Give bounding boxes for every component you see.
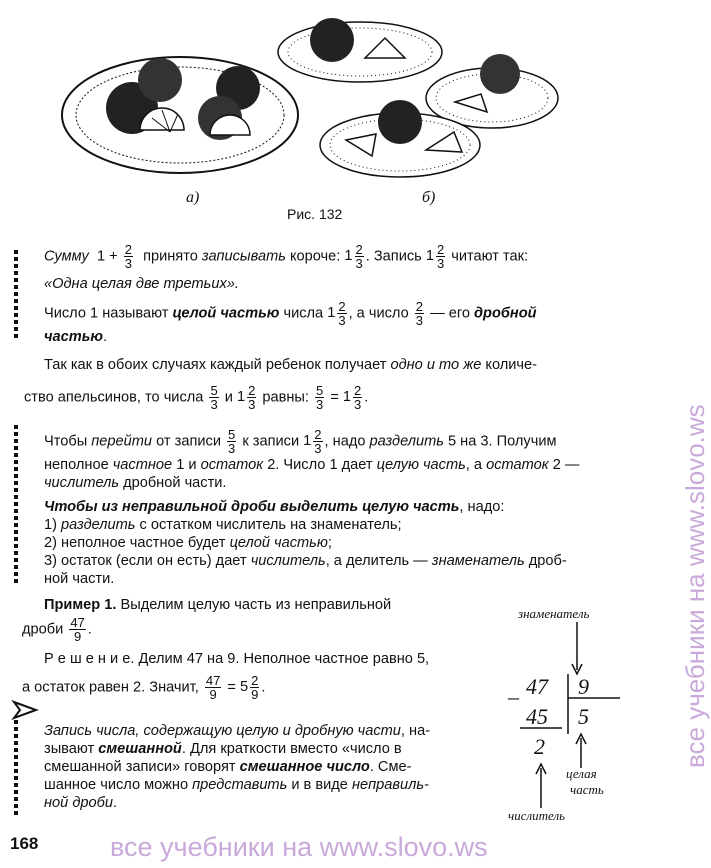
rule-item-3-end: ной части. — [44, 571, 115, 587]
paragraph-whole-part: Число 1 называют целой частью числа 1 $\frac{2}{3}$ , а число $\frac{2}{3}$ — его дробной — [44, 299, 537, 328]
label-denominator: знаменатель — [518, 606, 590, 621]
example-title-line: Пример 1. Выделим целую часть из неправильной — [44, 597, 392, 613]
division-remainder: 2 — [534, 734, 545, 759]
figure-label-b: б) — [422, 189, 436, 206]
division-quotient: 5 — [578, 704, 589, 729]
paragraph-sum: Сумму 1 + $\frac{2}{3}$ принято записывать короче: 1 $\frac{2}{3}$ . Запись 1 $\frac{2}{3}$ читают так: — [44, 242, 529, 271]
long-division-diagram — [500, 600, 630, 830]
definition-line-1: Запись числа, содержащую целую и дробную части, на- — [44, 723, 431, 739]
definition-line-3: смешанной записи» говорят смешанное число. Сме- — [44, 759, 412, 775]
paragraph-conversion-2: неполное частное 1 и остаток 2. Число 1 дает целую часть, а остаток 2 — — [44, 457, 580, 473]
division-subtrahend: 45 — [526, 704, 548, 729]
label-whole-2: часть — [570, 782, 604, 797]
watermark-side: все учебники на www.slovo.ws — [680, 404, 710, 768]
margin-marker-1 — [14, 250, 18, 340]
arrow-down-icon — [570, 622, 584, 676]
rule-item-1: 1) разделить с остатком числитель на знаменатель; — [44, 517, 402, 533]
figure-label-a: а) — [186, 189, 200, 206]
example-solution-line: Р е ш е н и е. Делим 47 на 9. Неполное частное равно 5, — [44, 651, 430, 667]
label-numerator: числитель — [508, 808, 566, 823]
oranges-illustration — [60, 10, 560, 195]
definition-line-2: зывают смешанной. Для краткости вместо «число в — [44, 741, 402, 757]
definition-line-4: шанное число можно представить и в виде неправиль- — [44, 777, 429, 793]
paragraph-same-amount-2: ство апельсинов, то числа $\frac{5}{3}$ и 1 $\frac{2}{3}$ равны: $\frac{5}{3}$ = 1 $\frac{2}{3}$ . — [24, 383, 369, 412]
division-lines — [500, 670, 630, 760]
division-minus: – — [508, 684, 519, 709]
margin-marker-2 — [14, 425, 18, 585]
rule-item-2: 2) неполное частное будет целой частью; — [44, 535, 332, 551]
example-solution-line-2: а остаток равен 2. Значит, $\frac{47}{9}$ = 5 $\frac{2}{9}$ . — [22, 673, 266, 702]
paragraph-same-amount: Так как в обоих случаях каждый ребенок получает одно и то же количе- — [44, 357, 538, 373]
definition-line-5: ной дроби. — [44, 795, 118, 811]
paragraph-conversion-3: числитель дробной части. — [44, 475, 227, 491]
arrow-up-numerator-icon — [534, 764, 548, 808]
page-number: 168 — [10, 834, 39, 853]
margin-marker-3 — [14, 720, 18, 815]
figure-caption: Рис. 132 — [287, 206, 343, 222]
label-whole-1: целая — [566, 766, 597, 781]
example-fraction-line: дроби $\frac{47}{9}$ . — [22, 615, 92, 644]
division-divisor: 9 — [578, 674, 589, 699]
paragraph-whole-part-end: частью. — [44, 329, 108, 345]
division-dividend: 47 — [526, 674, 548, 699]
rule-item-3: 3) остаток (если он есть) дает числитель, а делитель — знаменатель дроб- — [44, 553, 567, 569]
watermark-bottom: все учебники на www.slovo.ws — [110, 832, 488, 862]
paragraph-conversion: Чтобы перейти от записи $\frac{5}{3}$ к записи 1 $\frac{2}{3}$ , надо разделить 5 на 3. Получим — [44, 427, 557, 456]
pointer-triangle-icon — [12, 700, 38, 720]
rule-heading: Чтобы из неправильной дроби выделить целую часть, надо: — [44, 499, 505, 515]
paragraph-sum-reading: «Одна целая две третьих». — [44, 276, 239, 292]
arrow-up-whole-icon — [574, 734, 588, 768]
